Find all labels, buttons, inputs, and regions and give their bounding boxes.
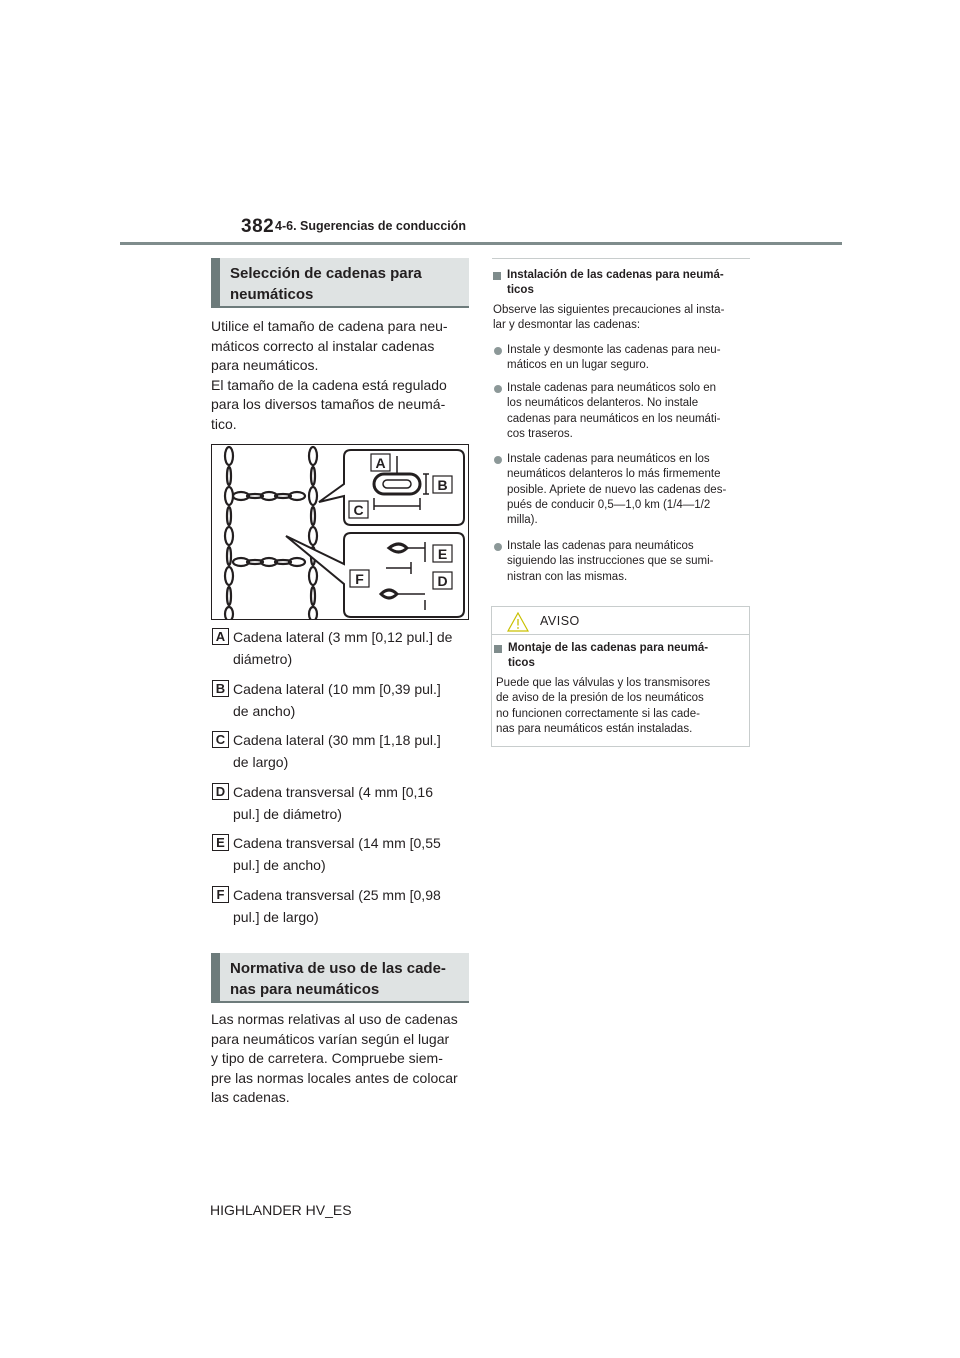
legend-text xyxy=(233,885,473,928)
text-line: neumáticos delanteros lo más firmemente xyxy=(507,468,721,481)
intro-paragraph xyxy=(211,317,473,435)
text-line: siguiendo las instrucciones que se sumi- xyxy=(507,555,714,568)
figure-label-a: A xyxy=(375,455,386,471)
heading-underline xyxy=(211,306,469,308)
text-line: lar y desmontar las cadenas: xyxy=(493,319,641,332)
figure-label-e: E xyxy=(437,546,448,562)
legend-line: pul.] de ancho) xyxy=(233,856,326,873)
legend-item-e xyxy=(212,834,472,878)
section-title: 4-6. Sugerencias de conducción xyxy=(275,219,467,233)
legend-line: Cadena lateral (30 mm [1,18 pul.] xyxy=(233,732,441,748)
text-line: cadenas para neumáticos en los neumáti- xyxy=(507,412,721,425)
legend-text xyxy=(233,782,473,825)
heading-line: Normativa de uso de las cade- xyxy=(230,960,446,977)
legend-line: Cadena transversal (4 mm [0,16 xyxy=(233,784,433,800)
header-rule xyxy=(120,242,842,245)
circle-bullet-icon xyxy=(494,543,502,551)
heading-line: neumáticos xyxy=(230,286,314,303)
text-line: para neumáticos. xyxy=(211,357,319,374)
figure-label-c: C xyxy=(353,502,364,518)
legend-letter: B xyxy=(212,680,229,697)
precaution-item xyxy=(493,539,751,586)
legend-letter: A xyxy=(212,628,229,645)
legend-item-f xyxy=(212,886,472,930)
text-line: de aviso de la presión de los neumáticos xyxy=(496,692,704,705)
chain-size-figure xyxy=(211,444,469,620)
legend-line: diámetro) xyxy=(233,650,293,667)
text-line: y tipo de carretera. Compruebe siem- xyxy=(211,1050,443,1067)
legend-letter: C xyxy=(212,731,229,748)
text-line: Observe las siguientes precauciones al insta- xyxy=(493,304,725,316)
footer-model: HIGHLANDER HV_ES xyxy=(210,1202,352,1218)
legend-line: pul.] de largo) xyxy=(233,908,319,925)
heading-chain-regulations xyxy=(211,953,469,1003)
legend-letter: E xyxy=(212,834,229,851)
legend-line: pul.] de diámetro) xyxy=(233,805,342,822)
warning-triangle-icon xyxy=(507,612,529,632)
figure-label-b: B xyxy=(437,477,448,493)
text-line: las cadenas. xyxy=(211,1089,290,1106)
text-line: Utilice el tamaño de cadena para neu- xyxy=(211,318,448,334)
square-bullet-icon xyxy=(493,272,501,280)
legend-line: Cadena transversal (14 mm [0,55 xyxy=(233,835,441,851)
text-line: nas para neumáticos están instaladas. xyxy=(496,722,693,735)
square-bullet-icon xyxy=(494,645,502,653)
text-line: los neumáticos delanteros. No instale xyxy=(507,397,699,410)
legend-text xyxy=(233,730,473,773)
column-top-rule xyxy=(492,258,750,259)
heading-line: Instalación de las cadenas para neumá- xyxy=(507,269,724,281)
figure-label-f: F xyxy=(355,571,364,587)
text-line: Instale y desmonte las cadenas para neu- xyxy=(507,344,721,356)
text-line: máticos en un lugar seguro. xyxy=(507,359,649,372)
warning-title: AVISO xyxy=(540,614,580,628)
heading-line: ticos xyxy=(508,657,535,670)
legend-line: de largo) xyxy=(233,753,289,770)
circle-bullet-icon xyxy=(494,456,502,464)
text-line: cos traseros. xyxy=(507,427,573,440)
text-line: Las normas relativas al uso de cadenas xyxy=(211,1011,458,1027)
legend-line: Cadena transversal (25 mm [0,98 xyxy=(233,887,441,903)
precaution-item xyxy=(493,381,751,443)
text-line: El tamaño de la cadena está regulado xyxy=(211,376,447,393)
text-line: nistran con las mismas. xyxy=(507,570,628,583)
text-line: milla). xyxy=(507,514,538,527)
page-number: 382 xyxy=(241,216,275,237)
text-line: Instale cadenas para neumáticos en los xyxy=(507,453,710,465)
legend-letter: F xyxy=(212,886,229,903)
heading-underline xyxy=(211,1001,469,1003)
install-heading xyxy=(493,268,751,300)
rules-paragraph xyxy=(211,1010,473,1108)
circle-bullet-icon xyxy=(494,347,502,355)
legend-line: Cadena lateral (10 mm [0,39 pul.] xyxy=(233,681,441,697)
text-line: Puede que las válvulas y los transmisores xyxy=(496,677,711,689)
legend-item-b xyxy=(212,680,472,724)
text-line: máticos correcto al instalar cadenas xyxy=(211,337,435,354)
text-line: para neumáticos varían según el lugar xyxy=(211,1030,450,1047)
legend-letter: D xyxy=(212,783,229,800)
heading-line: nas para neumáticos xyxy=(230,981,380,998)
text-line: posible. Apriete de nuevo las cadenas des- xyxy=(507,483,727,496)
precaution-item xyxy=(493,452,751,530)
heading-line: Montaje de las cadenas para neumá- xyxy=(508,642,709,654)
warning-heading xyxy=(494,641,744,673)
legend-text xyxy=(233,679,473,722)
text-line: para los diversos tamaños de neumá- xyxy=(211,396,446,413)
heading-chain-selection xyxy=(211,258,469,308)
legend-line: de ancho) xyxy=(233,702,296,719)
heading-line: ticos xyxy=(507,284,534,297)
text-line: pués de conducir 0,5—1,0 km (1/4—1/2 xyxy=(507,498,711,511)
legend-text xyxy=(233,627,473,670)
legend-item-c xyxy=(212,731,472,775)
figure-label-d: D xyxy=(437,573,448,589)
text-line: pre las normas locales antes de colocar xyxy=(211,1069,458,1086)
legend-item-d xyxy=(212,783,472,827)
warning-text xyxy=(496,676,748,737)
legend-item-a xyxy=(212,628,472,672)
text-line: Instale cadenas para neumáticos solo en xyxy=(507,382,717,394)
circle-bullet-icon xyxy=(494,385,502,393)
text-line: Instale las cadenas para neumáticos xyxy=(507,540,694,552)
legend-line: Cadena lateral (3 mm [0,12 pul.] de xyxy=(233,629,453,645)
precaution-item xyxy=(493,343,751,375)
heading-line: Selección de cadenas para xyxy=(230,265,422,282)
text-line: tico. xyxy=(211,415,237,432)
text-line: no funcionen correctamente si las cade- xyxy=(496,707,700,720)
install-intro xyxy=(493,303,753,334)
warning-title-rule xyxy=(492,634,749,635)
legend-text xyxy=(233,833,473,876)
